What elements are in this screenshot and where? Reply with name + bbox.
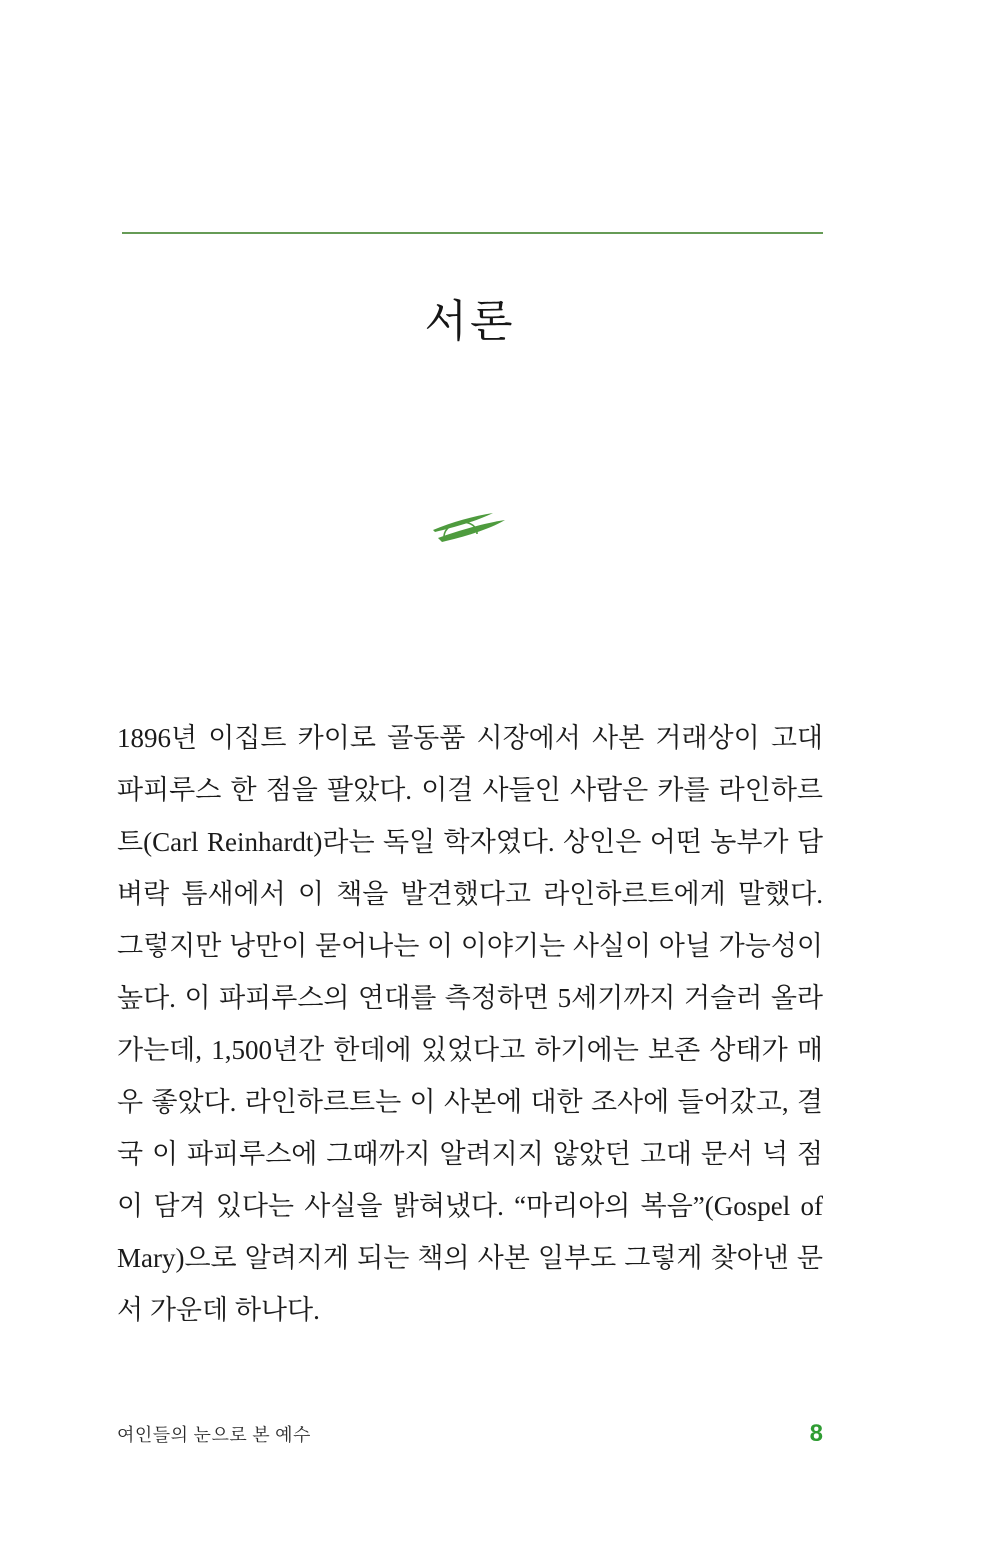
chapter-title: 서론 [424,297,516,346]
chapter-body [117,712,823,1336]
body-paragraph: 1896년 이집트 카이로 골동품 시장에서 사본 거래상이 고대 파피루스 한 점을 팔았다. 이걸 사들인 사람은 카를 라인하르트(Carl Reinhardt)라는 독일 학자였다. 상인은 어떤 농부가 담벼락 틈새에서 이 책을 발견했다고 라인하르트에게 말했다. 그렇지만 낭만이 묻어나는 이 이야기는 사실이 아닐 가능성이 높다. 이 파피루스의 연대를 측정하면 5세기까지 거슬러 올라가는데, 1,500년간 한데에 있었다고 하기에는 보존 상태가 매우 좋았다. 라인하르트는 이 사본에 대한 조사에 들어갔고, 결국 이 파피루스에 그때까지 알려지지 않았던 고대 문서 넉 점이 담겨 있다는 사실을 밝혀냈다. “마리아의 복음”(Gospel of Mary)으로 알려지게 되는 책의 사본 일부도 그렇게 찾아낸 문서 가운데 하나다. [117,723,823,1325]
running-book-title: 여인들의 눈으로 본 예수 [117,1425,311,1445]
chapter-divider-rule [122,232,823,234]
page-footer [117,1420,823,1448]
leaf-ornament-icon [430,510,506,546]
page-number: 8 [809,1420,823,1447]
